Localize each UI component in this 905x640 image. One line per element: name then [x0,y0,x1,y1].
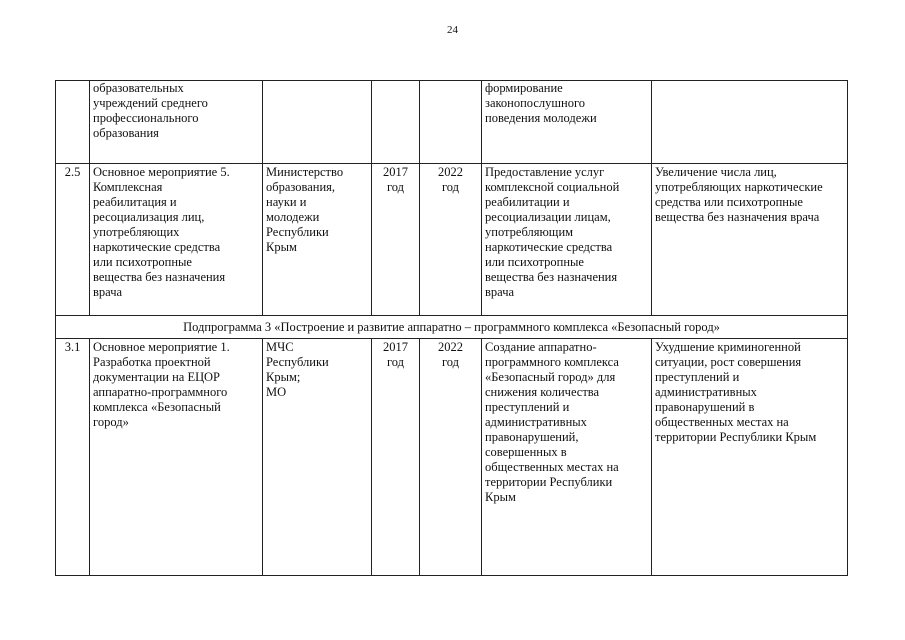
event-cell: образовательных учреждений среднего профессионального образования [90,81,263,164]
end-year-cell: 2022 год [420,339,482,576]
result-cell: Предоставление услуг комплексной социальной реабилитации и ресоциализации лицам, употребляющим наркотические средства или психотропные вещества без назначения врача [482,164,652,316]
page-number: 24 [447,24,458,36]
executor-cell [263,81,372,164]
row-number: 2.5 [56,164,90,316]
subprogram-title: Подпрограмма 3 «Построение и развитие аппаратно – программного комплекса «Безопасный город» [56,316,848,339]
program-table [55,80,848,576]
subprogram-row [56,316,848,339]
event-cell: Основное мероприятие 1. Разработка проектной документации на ЕЦОР аппаратно-программного комплекса «Безопасный город» [90,339,263,576]
executor-cell: МЧС Республики Крым; МО [263,339,372,576]
end-year-cell [420,81,482,164]
event-cell: Основное мероприятие 5. Комплексная реабилитация и ресоциализация лиц, употребляющих наркотические средства или психотропные вещества без назначения врача [90,164,263,316]
start-year-cell: 2017 год [372,164,420,316]
table-row [56,164,848,316]
table-row [56,339,848,576]
start-year-cell [372,81,420,164]
start-year-cell: 2017 год [372,339,420,576]
row-number [56,81,90,164]
consequence-cell: Ухудшение криминогенной ситуации, рост совершения преступлений и административных правонарушений в общественных местах на территории Республики Крым [652,339,848,576]
table-row [56,81,848,164]
executor-cell: Министерство образования, науки и молодежи Республики Крым [263,164,372,316]
row-number: 3.1 [56,339,90,576]
end-year-cell: 2022 год [420,164,482,316]
consequence-cell [652,81,848,164]
result-cell: формирование законопослушного поведения молодежи [482,81,652,164]
consequence-cell: Увеличение числа лиц, употребляющих наркотические средства или психотропные вещества без назначения врача [652,164,848,316]
result-cell: Создание аппаратно- программного комплекса «Безопасный город» для снижения количества преступлений и административных правонарушений, совершенных в общественных местах на территории Республики Крым [482,339,652,576]
